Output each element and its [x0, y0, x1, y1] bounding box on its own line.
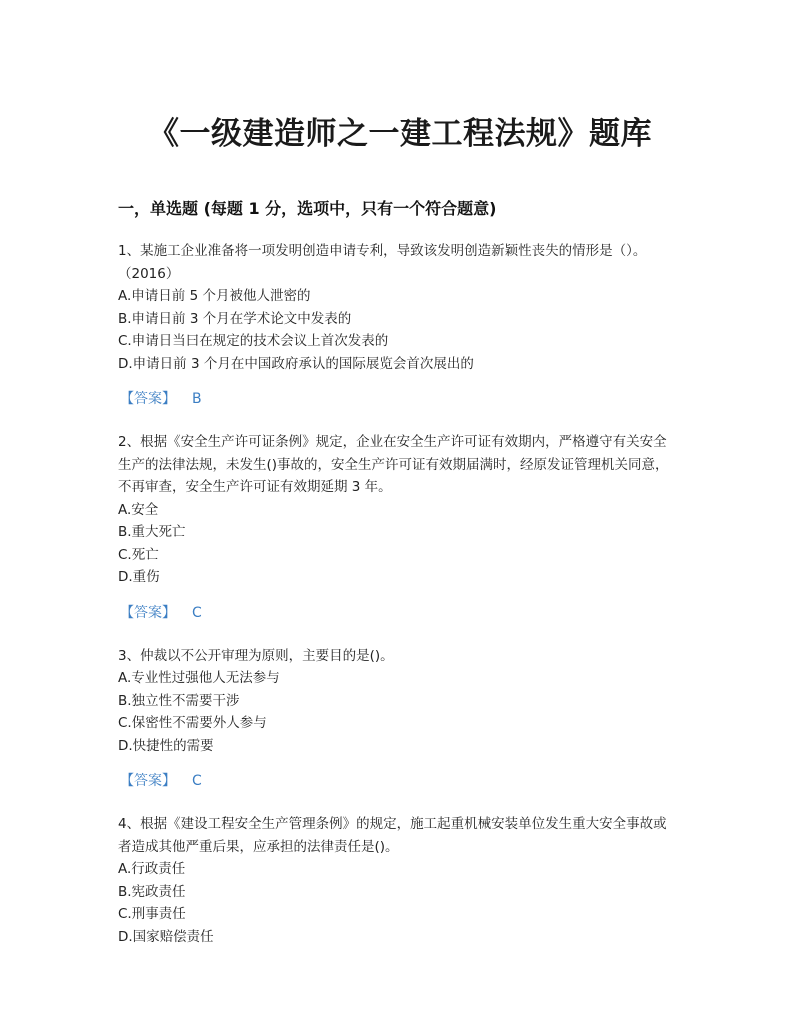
- option-a: A.行政责任: [118, 861, 186, 877]
- question-1: [118, 240, 680, 409]
- answer-label: 【答案】: [120, 773, 176, 789]
- option-a: A.安全: [118, 501, 159, 518]
- question-4: [118, 813, 680, 948]
- answer-value: C: [192, 604, 202, 621]
- question-stem: 4、根据《建设工程安全生产管理条例》的规定，施工起重机械安装单位发生重大安全事故或者造成其他严重后果，应承担的法律责任是()。: [118, 816, 667, 855]
- option-b: B.独立性不需要干涉: [118, 692, 240, 709]
- answer-line: [120, 603, 680, 623]
- option-b: B.申请日前 3 个月在学术论文中发表的: [118, 310, 352, 327]
- option-c: C.刑事责任: [118, 906, 186, 922]
- option-c: C.申请日当曰在规定的技术会议上首次发表的: [118, 333, 389, 349]
- option-b: B.重大死亡: [118, 524, 186, 540]
- question-stem: 3、仲裁以不公开审理为原则，主要目的是()。: [118, 647, 394, 664]
- answer-value: C: [192, 773, 202, 789]
- answer-label: 【答案】: [120, 604, 176, 621]
- question-stem: 1、某施工企业准备将一项发明创造申请专利，导致该发明创造新颖性丧失的情形是（）。（2016）: [118, 243, 647, 282]
- option-d: D.国家赔偿责任: [118, 928, 214, 945]
- answer-line: [120, 771, 680, 791]
- section-heading: 一，单选题 (每题 1 分，选项中，只有一个符合题意): [118, 199, 497, 218]
- option-b: B.宪政责任: [118, 883, 186, 900]
- option-d: D.重伤: [118, 569, 160, 585]
- question-list: [118, 240, 680, 970]
- answer-value: B: [192, 391, 202, 407]
- question-2: [118, 431, 680, 623]
- option-d: D.申请日前 3 个月在中国政府承认的国际展览会首次展出的: [118, 355, 474, 372]
- option-a: A.申请日前 5 个月被他人泄密的: [118, 288, 311, 304]
- option-c: C.死亡: [118, 546, 159, 563]
- question-stem: 2、根据《安全生产许可证条例》规定，企业在安全生产许可证有效期内，严格遵守有关安全生产的法律法规，未发生()事故的，安全生产许可证有效期届满时，经原发证管理机关同意，不再审查，安全生产许可证有效期延期 3 年。: [118, 434, 669, 495]
- question-3: [118, 645, 680, 792]
- option-c: C.保密性不需要外人参与: [118, 715, 267, 731]
- option-d: D.快捷性的需要: [118, 737, 214, 754]
- option-a: A.专业性过强他人无法参与: [118, 670, 280, 686]
- answer-line: [120, 389, 680, 409]
- document-title: 《一级建造师之一建工程法规》题库: [148, 116, 652, 152]
- answer-label: 【答案】: [120, 391, 176, 407]
